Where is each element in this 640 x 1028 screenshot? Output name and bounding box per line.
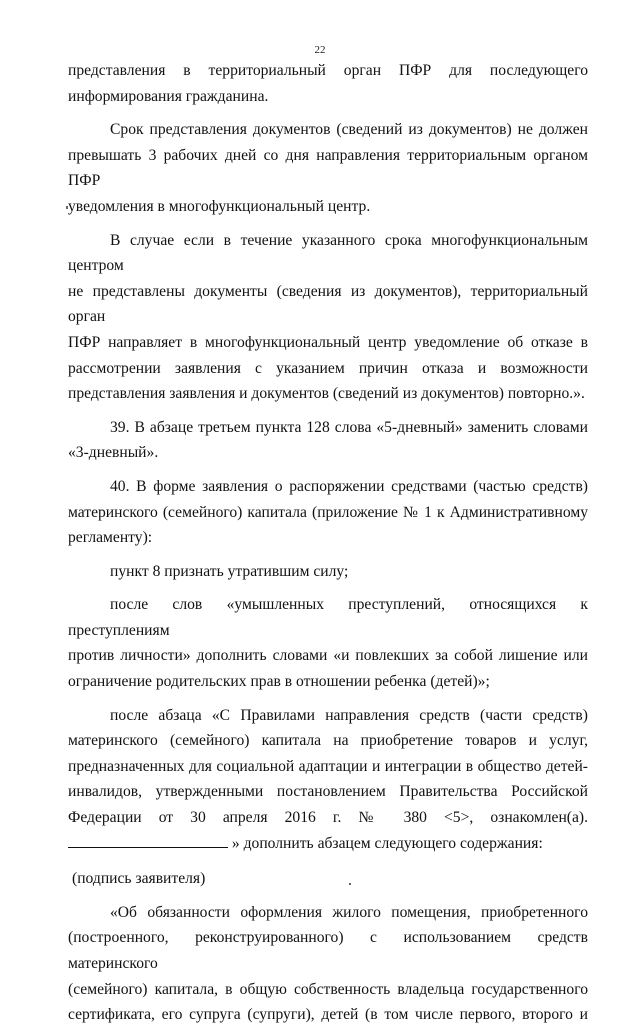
- text-line: В случае если в течение указанного срока многофункциональным центром: [68, 231, 588, 275]
- text-line: информирования гражданина.: [68, 87, 269, 105]
- document-body: [68, 58, 588, 1028]
- text-line: (семейного) капитала, в общую собственность владельца государственного: [68, 980, 588, 998]
- text-line: (построенного, реконструированного) с использованием средств материнского: [68, 929, 588, 972]
- paragraph-non-submission-case: [68, 228, 588, 407]
- text-line: Федерации от 30 апреля 2016 г. № 380 <5>, ознакомлен(а).: [68, 809, 588, 827]
- text-line: «Об обязанности оформления жилого помещения, приобретенного: [110, 903, 588, 921]
- text-line: представления заявления и документов (сведений из документов) повторно.».: [68, 385, 585, 403]
- text-line: уведомления в многофункциональный центр.: [68, 197, 371, 215]
- text-line: материнского (семейного) капитала (приложение № 1 к Административному: [68, 503, 588, 521]
- signature-caption: (подпись заявителя): [72, 870, 206, 888]
- text-line: представления в территориальный орган ПФР для последующего: [68, 62, 588, 79]
- paragraph-item-40: [68, 474, 588, 551]
- text-line: после слов «умышленных преступлений, относящихся к преступлениям: [68, 596, 588, 639]
- scan-speck: [349, 883, 351, 885]
- text-line: инвалидов, утвержденными постановлением Правительства Российской: [68, 783, 588, 801]
- text-line: 39. В абзаце третьем пункта 128 слова «5-дневный» заменить словами: [110, 418, 588, 436]
- text-line: после абзаца «С Правилами направления средств (части средств): [110, 706, 588, 724]
- text-line: превышать 3 рабочих дней со дня направления территориальным органом ПФР: [68, 146, 588, 190]
- page-number: 22: [314, 44, 326, 56]
- text-line: против личности» дополнить словами «и повлекших за собой лишение или: [68, 647, 588, 665]
- text-line: рассмотрении заявления с указанием причин отказа и возможности: [68, 359, 588, 377]
- text-line: 40. В форме заявления о распоряжении средствами (частью средств): [110, 477, 588, 495]
- signature-line-row: [68, 831, 588, 857]
- signature-blank: [68, 831, 228, 848]
- paragraph-after-paragraph: [68, 703, 588, 892]
- text-line: предназначенных для социальной адаптации и интеграции в общество детей-: [68, 757, 588, 775]
- text-line: пункт 8 признать утратившим силу;: [110, 562, 349, 580]
- paragraph-after-words: [68, 592, 588, 694]
- text-line: ограничение родительских прав в отношении ребенка (детей)»;: [68, 673, 490, 691]
- paragraph-1-continuation: [68, 58, 588, 109]
- paragraph-submission-deadline: [68, 117, 588, 219]
- paragraph-point-8: [68, 559, 588, 585]
- signature-tail-text: » дополнить абзацем следующего содержания:: [231, 834, 543, 852]
- text-line: ПФР направляет в многофункциональный центр уведомление об отказе в: [68, 333, 588, 351]
- text-line: Срок представления документов (сведений из документов) не должен: [110, 121, 588, 139]
- text-line: сертификата, его супруга (супруги), детей (в том числе первого, второго и: [68, 1006, 588, 1024]
- text-line: материнского (семейного) капитала на приобретение товаров и услуг,: [68, 732, 588, 750]
- text-line: регламенту):: [68, 529, 153, 547]
- paragraph-obligation: [68, 900, 588, 1028]
- text-line: не представлены документы (сведения из документов), территориальный орган: [68, 282, 588, 326]
- text-line: «3-дневный».: [68, 444, 159, 462]
- scan-speck: [66, 206, 68, 209]
- paragraph-item-39: [68, 415, 588, 466]
